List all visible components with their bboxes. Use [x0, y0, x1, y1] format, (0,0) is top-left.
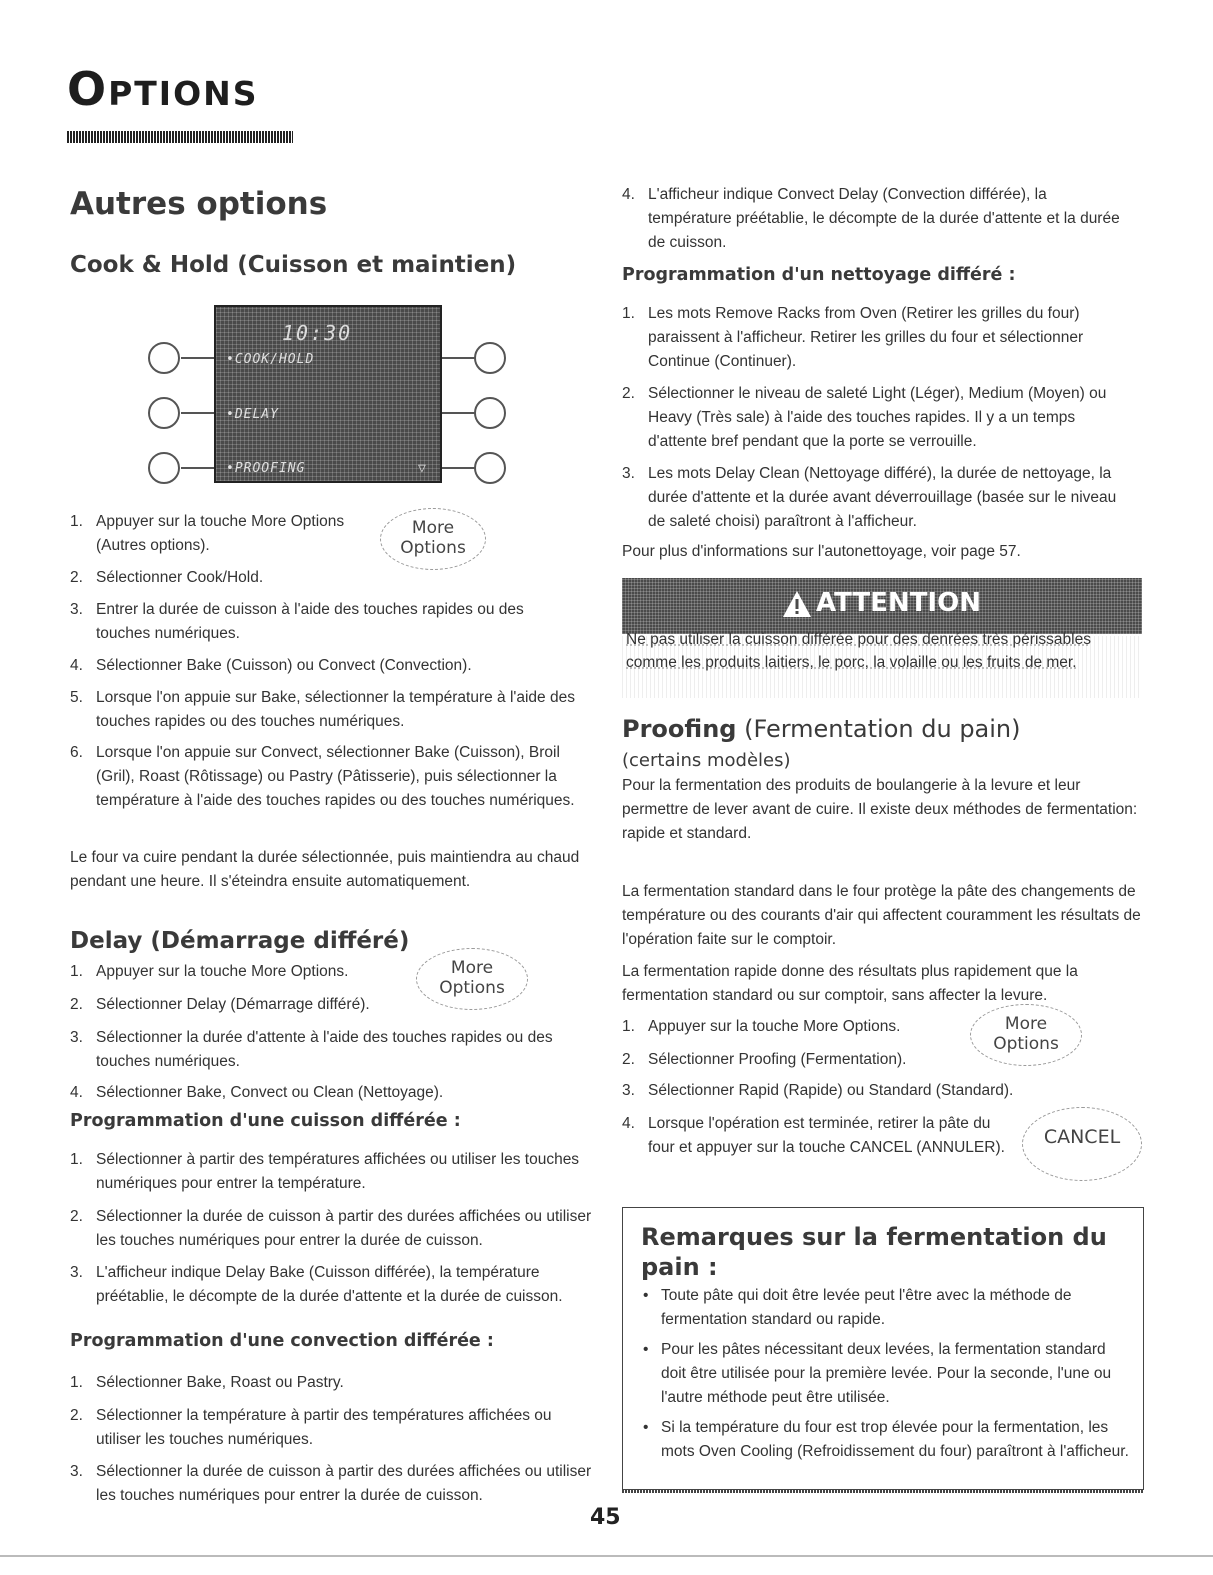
heading-delay: Delay (Démarrage différé)	[70, 928, 410, 954]
list-item: 1. Appuyer sur la touche More Options.	[70, 963, 349, 980]
list-item: 3. L'afficheur indique Delay Bake (Cuisson différée), la température préétablie, le décompte de la durée d'attente et la durée de cuisson.	[70, 1264, 563, 1305]
page-number: 45	[590, 1505, 621, 1530]
list-item: • Toute pâte qui doit être levée peut l'être avec la méthode de fermentation standard ou rapide.	[643, 1287, 1072, 1328]
list-item: 4. Lorsque l'opération est terminée, retirer la pâte du four et appuyer sur la touche CANCEL (ANNULER).	[622, 1115, 1005, 1156]
display-proofing: •PROOFING	[226, 461, 306, 476]
paragraph: Pour plus d'informations sur l'autonettoyage, voir page 57.	[622, 543, 1021, 560]
heading-autres-options: Autres options	[70, 186, 328, 222]
notes-title: Remarques sur la fermentation du pain :	[641, 1223, 1107, 1281]
list-item: 1. Sélectionner à partir des températures affichées ou utiliser les touches numériques pour entrer la température.	[70, 1151, 580, 1192]
display-time: 10:30	[282, 321, 353, 345]
list-item: 1. Les mots Remove Racks from Oven (Retirer les grilles du four) paraissent à l'afficheur. Retirer les grilles du four et sélectionner Continue (Continuer).	[622, 305, 1084, 370]
display-screen	[214, 305, 442, 483]
list-item: 4. Sélectionner Bake, Convect ou Clean (Nettoyage).	[70, 1084, 444, 1101]
list-item: 3. Entrer la durée de cuisson à l'aide des touches rapides ou des touches numériques.	[70, 601, 524, 642]
leader-line	[442, 467, 475, 469]
list-item: 1. Sélectionner Bake, Roast ou Pastry.	[70, 1374, 344, 1391]
leader-line	[181, 412, 215, 414]
bottom-rule	[0, 1555, 1213, 1557]
list-item: 3. Sélectionner Rapid (Rapide) ou Standard (Standard).	[622, 1082, 1014, 1099]
list-item: 2. Sélectionner la température à partir des températures affichées ou utiliser les touches numériques.	[70, 1407, 552, 1448]
list-item: 2. Sélectionner la durée de cuisson à partir des durées affichées ou utiliser les touches numériques pour entrer la durée de cuisson.	[70, 1208, 592, 1249]
right-key-3	[474, 452, 506, 484]
display-cook-hold: •COOK/HOLD	[226, 352, 315, 367]
heading-proofing-sub: (certains modèles)	[622, 750, 791, 771]
list-item: 3. Les mots Delay Clean (Nettoyage différé), la durée de nettoyage, la durée d'attente et la durée avant déverrouillage (basée sur le niveau de saleté choisi) paraîtront à l'afficheur.	[622, 465, 1117, 530]
list-item: 2. Sélectionner Cook/Hold.	[70, 569, 264, 586]
list-item: 1. Appuyer sur la touche More Options (Autres options).	[70, 513, 345, 554]
leader-line	[442, 412, 475, 414]
leader-line	[181, 357, 215, 359]
list-item: 2. Sélectionner Proofing (Fermentation).	[622, 1051, 907, 1068]
list-item: 6. Lorsque l'on appuie sur Convect, sélectionner Bake (Cuisson), Broil (Gril), Roast (Rôtissage) ou Pastry (Pâtisserie), puis sélectionner la température à l'aide des touches rapides ou des touches numériques.	[70, 744, 575, 809]
list-item: 4. Sélectionner Bake (Cuisson) ou Convect (Convection).	[70, 657, 472, 674]
list-item: 5. Lorsque l'on appuie sur Bake, sélectionner la température à l'aide des touches rapides ou des touches numériques.	[70, 689, 575, 730]
paragraph: Le four va cuire pendant la durée sélectionnée, puis maintiendra au chaud pendant une heure. Il s'éteindra ensuite automatiquement.	[70, 849, 580, 890]
page-title: OPTIONS	[67, 62, 259, 116]
leader-line	[181, 467, 215, 469]
page-header	[67, 62, 259, 116]
leader-line	[442, 357, 475, 359]
list-item: 2. Sélectionner le niveau de saleté Light (Léger), Medium (Moyen) ou Heavy (Très sale) à l'aide des touches rapides. Il y a un temps d'attente bref pendant que la porte se verrouille.	[622, 385, 1107, 450]
more-options-key: More Options	[970, 1004, 1082, 1066]
paragraph: La fermentation rapide donne des résultats plus rapidement que la fermentation standard ou sur comptoir, sans affecter la levure.	[622, 963, 1078, 1004]
list-item: 3. Sélectionner la durée de cuisson à partir des durées affichées ou utiliser les touches numériques pour entrer la durée de cuisson.	[70, 1463, 592, 1504]
more-options-key: More Options	[416, 948, 528, 1010]
list-item: 3. Sélectionner la durée d'attente à l'aide des touches rapides ou des touches numériques.	[70, 1029, 553, 1070]
heading-proofing: Proofing (Fermentation du pain)	[622, 715, 1021, 743]
scroll-down-icon: ▽	[418, 461, 427, 476]
paragraph: Pour la fermentation des produits de boulangerie à la levure et leur permettre de lever avant de cuire. Il existe deux méthodes de fermentation: rapide et standard.	[622, 777, 1138, 842]
notes-box	[622, 1207, 1144, 1490]
display-delay: •DELAY	[226, 407, 279, 422]
paragraph: La fermentation standard dans le four protège la pâte des changements de température ou des courants d'air qui affectent couramment les résultats de l'opération faite sur le comptoir.	[622, 883, 1141, 948]
heading-cook-hold: Cook & Hold (Cuisson et maintien)	[70, 252, 517, 278]
heading-prog-cuisson: Programmation d'une cuisson différée :	[70, 1111, 461, 1131]
header-rule	[67, 131, 293, 143]
left-key-1	[148, 342, 180, 374]
list-item: 4. L'afficheur indique Convect Delay (Convection différée), la température préétablie, le décompte de la durée d'attente et la durée de cuisson.	[622, 186, 1120, 251]
list-item: • Si la température du four est trop élevée pour la fermentation, les mots Oven Cooling (Refroidissement du four) paraîtront à l'afficheur.	[643, 1419, 1129, 1460]
cancel-key: CANCEL	[1022, 1107, 1142, 1181]
list-item: 2. Sélectionner Delay (Démarrage différé).	[70, 996, 370, 1013]
left-key-3	[148, 452, 180, 484]
list-item: • Pour les pâtes nécessitant deux levées, la fermentation standard doit être utilisée pour la première levée. Pour la seconde, l'une ou l'autre méthode peut être utilisée.	[643, 1341, 1112, 1406]
right-key-2	[474, 397, 506, 429]
box-bottom-rule	[622, 1490, 1144, 1493]
list-item: 1. Appuyer sur la touche More Options.	[622, 1018, 901, 1035]
heading-prog-convection: Programmation d'une convection différée :	[70, 1331, 494, 1351]
attention-label: ATTENTION	[816, 588, 981, 618]
more-options-key: More Options	[380, 508, 486, 570]
attention-banner	[622, 578, 1142, 634]
heading-prog-nettoyage: Programmation d'un nettoyage différé :	[622, 265, 1016, 285]
warning-triangle-icon	[782, 590, 812, 618]
attention-text: Ne pas utiliser la cuisson différée pour des denrées très périssables comme les produits laitiers, le porc, la volaille ou les fruits de mer.	[626, 631, 1091, 671]
left-key-2	[148, 397, 180, 429]
right-key-1	[474, 342, 506, 374]
